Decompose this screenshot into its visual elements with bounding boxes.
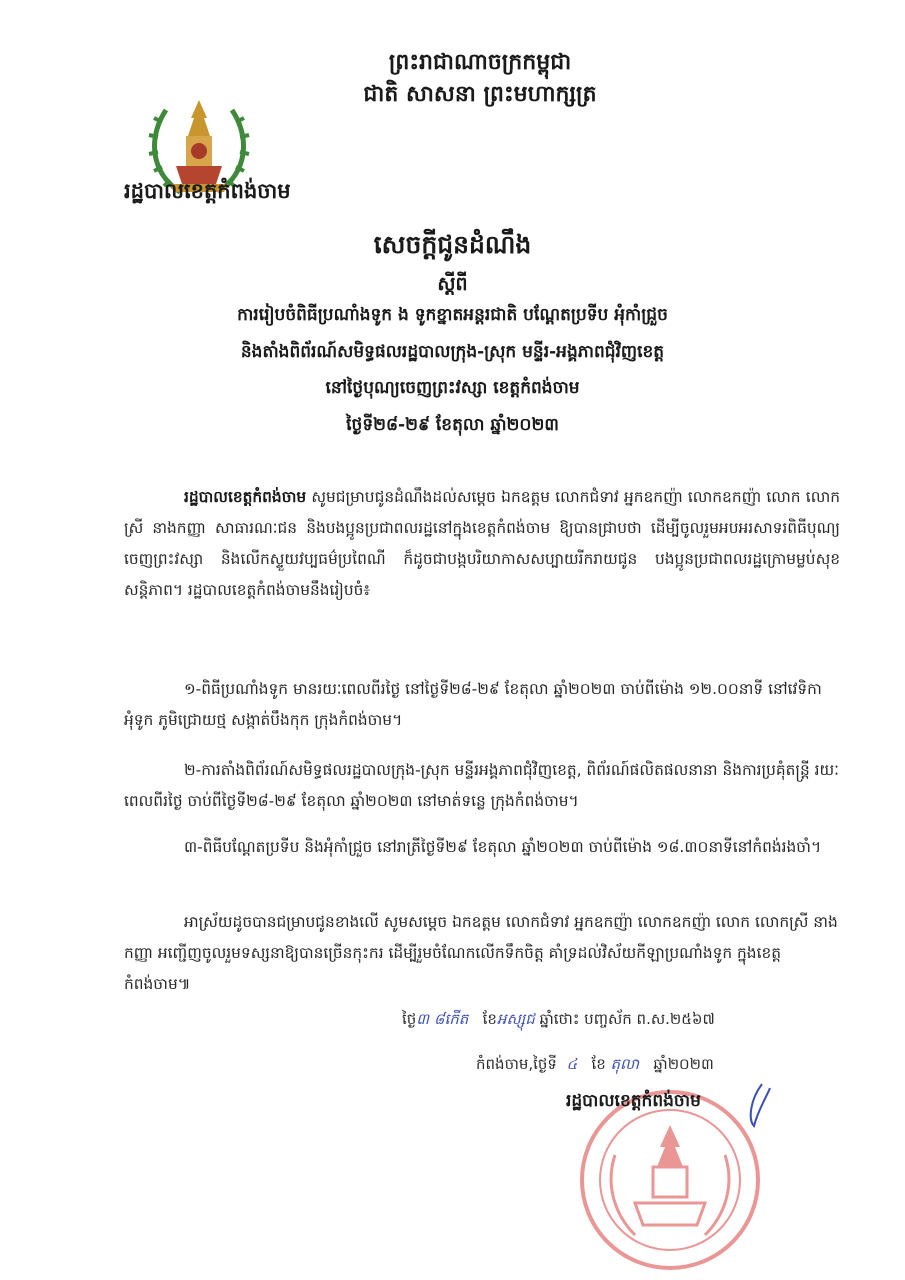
month-prefix: ខែ [591,1055,606,1073]
lunar-month-prefix: ខែ [482,1010,497,1028]
issuer-header: រដ្ឋបាលខេត្តកំពង់ចាម [124,179,291,203]
kingdom-line-2: ជាតិ សាសនា ព្រះមហាក្សត្រ [363,81,597,107]
list-item-1: ១-ពិធីប្រណាំងទូក មានរយៈពេលពីរថ្ងៃ នៅថ្ងៃទី២៨-២៩ ខែតុលា ឆ្នាំ២០២៣ ចាប់ពីម៉ោង ១២.០០នាទី នៅវេទិកាអុំទូក ភូមិជ្រោយថ្ម សង្កាត់បឹងកុក ក្រុងកំពង់ចាម។ [124,680,822,729]
subject-line-1: ការរៀបចំពិធីប្រណាំងទូក ង ទូកខ្នាតអន្តរជាតិ បណ្តែតប្រទីប អុំកាំជ្រួច [237,305,668,325]
kingdom-header [300,46,660,110]
subject-line-4: ថ្ងៃទី២៨-២៩ ខែតុលា ឆ្នាំ២០២៣ [346,415,559,435]
lunar-prefix: ថ្ងៃ [402,1010,417,1028]
day-handwritten: ៤ [566,1055,578,1073]
concerning-label: ស្តីពី [437,273,468,295]
year: ឆ្នាំ២០២៣ [653,1055,714,1073]
list-item-2: ២-ការតាំងពិព័រណ៍សមិទ្ធផលរដ្ឋបាលក្រុង-ស្រុក មន្ទីរអង្គភាពជុំវិញខេត្ត, ពិព័រណ៍ផលិតផលនានា និងការប្រគុំតន្រ្តី រយៈពេលពីរថ្ងៃ ចាប់ពីថ្ងៃទី២៨-២៩ ខែតុលា ឆ្នាំ២០២៣ នៅមាត់ទន្លេ ក្រុងកំពង់ចាម។ [124,761,839,810]
lunar-month: អស្សុជ [496,1010,535,1028]
subject-line-2: និងតាំងពិព័រណ៍សមិទ្ធផលរដ្ឋបាលក្រុង-ស្រុក មន្ទីរ-អង្គភាពជុំវិញខេត្ត [240,342,665,362]
kingdom-line-1: ព្រះរាជាណាចក្រកម្ពុជា [388,49,572,75]
place-date-prefix: កំពង់ចាម,ថ្ងៃទី [476,1055,557,1073]
lunar-date [402,1010,715,1032]
document-title: សេចក្តីជូនដំណឹង [373,230,532,259]
intro-paragraph [124,482,840,606]
subject-line-3: នៅថ្ងៃបុណ្យចេញព្រះវស្សា ខេត្តកំពង់ចាម [325,378,580,398]
list-item-3: ៣-ពិធីបណ្តែតប្រទីប និងអុំកាំជ្រួច នៅរាត្រីថ្ងៃទី២៩ ខែតុលា ឆ្នាំ២០២៣ ចាប់ពីម៉ោង ១៨.៣០នាទីនៅកំពង់រងចាំ។ [184,838,822,856]
signature-mark [744,1080,774,1130]
lunar-day: ៣ ៨កើត [416,1010,469,1028]
closing-paragraph: អាស្រ័យដូចបានជម្រាបជូនខាងលើ សូមសម្តេច ឯកឧត្តម លោកជំទាវ អ្នកឧកញ៉ា លោកឧកញ៉ា លោក លោកស្រី នាងកញ្ញា អញ្ជើញចូលរួមទស្សនាឱ្យបានច្រើនកុះករ ដើម្បីរួមចំណែកលើកទឹកចិត្ត គាំទ្រដល់វិស័យកីឡាប្រណាំងទូក ក្នុងខេត្តកំពង់ចាម៕ [124,913,838,993]
month-handwritten: តុលា [610,1055,640,1073]
intro-issuer: រដ្ឋបាលខេត្តកំពង់ចាម [184,488,307,506]
lunar-suffix: ឆ្នាំថោះ បញ្ចស័ក ព.ស.២៥៦៧ [539,1010,715,1028]
signatory-name: រដ្ឋបាលខេត្តកំពង់ចាម [566,1091,701,1111]
place-date [476,1055,714,1077]
intro-text: សូមជម្រាបជូនដំណឹងដល់សម្តេច ឯកឧត្តម លោកជំទាវ អ្នកឧកញ៉ា លោកឧកញ៉ា លោក លោកស្រី នាងកញ្ញា សាធារណៈជន និងបងប្អូនប្រជាពលរដ្ឋនៅក្នុងខេត្តកំពង់ចាម ឱ្យបានជ្រាបថា ដើម្បីចូលរួមអបអរសាទរពិធីបុណ្យចេញព្រះវស្សា និងលើកស្ទួយវប្បធម៌ប្រពៃណី ក៏ដូចជាបង្កបរិយាកាសសប្បាយរីករាយជូន បងប្អូនប្រជាពលរដ្ឋក្រោមម្លប់សុខសន្តិភាព។ រដ្ឋបាលខេត្តកំពង់ចាមនឹងរៀបចំ៖ [124,488,840,599]
